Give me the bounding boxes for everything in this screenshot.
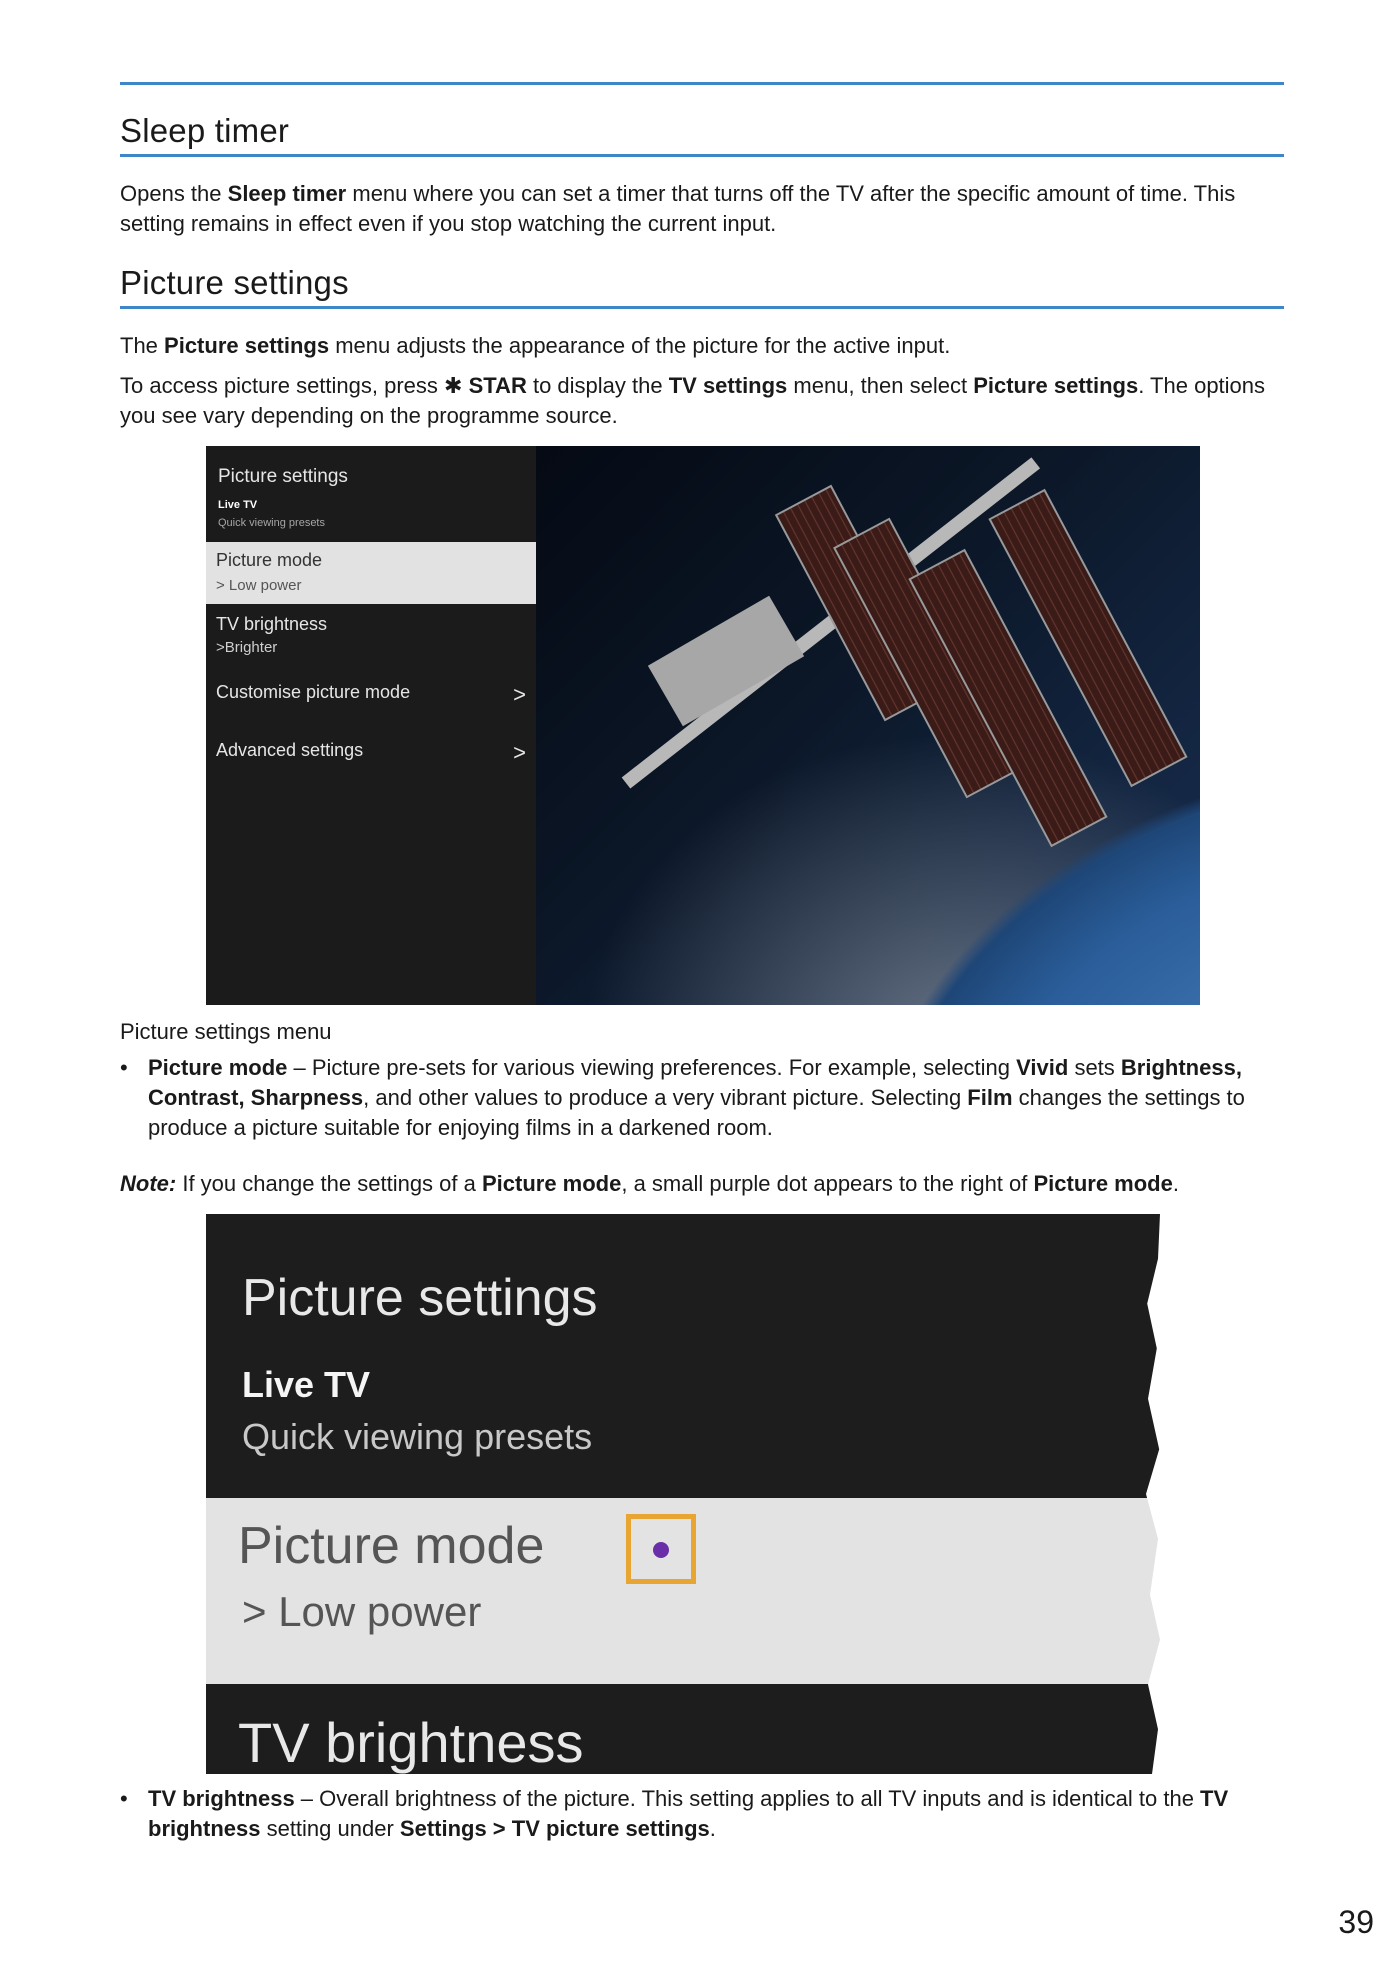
bullet-text: TV brightness – Overall brightness of the picture. This setting applies to all TV inputs and is identical to the TV brightness setting under Settings > TV picture settings. <box>148 1786 1229 1841</box>
menu-presets: Quick viewing presets <box>218 517 325 529</box>
bullet-text: Picture mode – Picture pre-sets for various viewing preferences. For example, selecting Vivid sets Brightness, Contrast, Sharpness, and other values to produce a very vibrant picture. Selecting Film changes the settings to produce a picture suitable for enjoying films in a darkened room. <box>148 1055 1245 1140</box>
top-rule <box>120 82 1284 85</box>
heading-rule <box>120 306 1284 309</box>
menu-item-label: Picture mode <box>216 550 323 570</box>
settings-side-menu <box>206 446 536 1005</box>
picture-mode-closeup-screenshot <box>206 1214 1176 1774</box>
sleep-paragraph: Opens the Sleep timer menu where you can set a timer that turns off the TV after the specific amount of time. This setting remains in effect even if you stop watching the current input. <box>120 181 1236 236</box>
heading-rule <box>120 154 1284 157</box>
torn-edge <box>1136 1214 1176 1774</box>
closeup-picture-mode-row[interactable] <box>206 1498 1176 1684</box>
picture-settings-screenshot <box>206 446 1200 1005</box>
figure-caption: Picture settings menu <box>120 1019 332 1044</box>
closeup-item-label: Picture mode <box>238 1517 545 1575</box>
menu-item-value: >Brighter <box>216 639 278 656</box>
menu-item-tv-brightness[interactable] <box>216 614 526 656</box>
purple-dot-icon <box>653 1542 669 1558</box>
menu-source: Live TV <box>218 499 258 511</box>
closeup-next-item: TV brightness <box>238 1711 584 1774</box>
bullet-icon: • <box>120 1786 128 1811</box>
chevron-right-icon: > <box>513 740 526 765</box>
picture-paragraph-2: To access picture settings, press ✱ STAR to display the TV settings menu, then select Picture settings. The options you see vary depending on the programme source. <box>120 373 1266 428</box>
menu-title: Picture settings <box>218 466 348 487</box>
closeup-source: Live TV <box>242 1364 371 1405</box>
closeup-presets: Quick viewing presets <box>242 1416 593 1457</box>
bullet-picture-mode <box>120 1053 1280 1148</box>
menu-item-label: Customise picture mode <box>216 682 411 702</box>
heading-picture-settings: Picture settings <box>120 264 349 301</box>
menu-item-label: Advanced settings <box>216 740 364 760</box>
closeup-title: Picture settings <box>242 1269 598 1327</box>
menu-item-customise-picture-mode[interactable] <box>216 682 526 707</box>
space-station-image <box>536 446 1200 1005</box>
picture-paragraph-1: The Picture settings menu adjusts the appearance of the picture for the active input. <box>120 333 951 358</box>
closeup-item-value: > Low power <box>242 1588 482 1635</box>
bullet-icon: • <box>120 1055 128 1080</box>
bullet-tv-brightness <box>120 1784 1280 1846</box>
heading-sleep-timer: Sleep timer <box>120 112 290 149</box>
menu-item-picture-mode[interactable] <box>206 542 536 604</box>
menu-item-label: TV brightness <box>216 614 328 634</box>
note-paragraph: Note: If you change the settings of a Picture mode, a small purple dot appears to the right of Picture mode. <box>120 1171 1179 1196</box>
menu-item-value: > Low power <box>216 577 302 594</box>
chevron-right-icon: > <box>513 682 526 707</box>
page-number: 39 <box>1338 1904 1374 1940</box>
menu-item-advanced-settings[interactable] <box>216 740 526 765</box>
